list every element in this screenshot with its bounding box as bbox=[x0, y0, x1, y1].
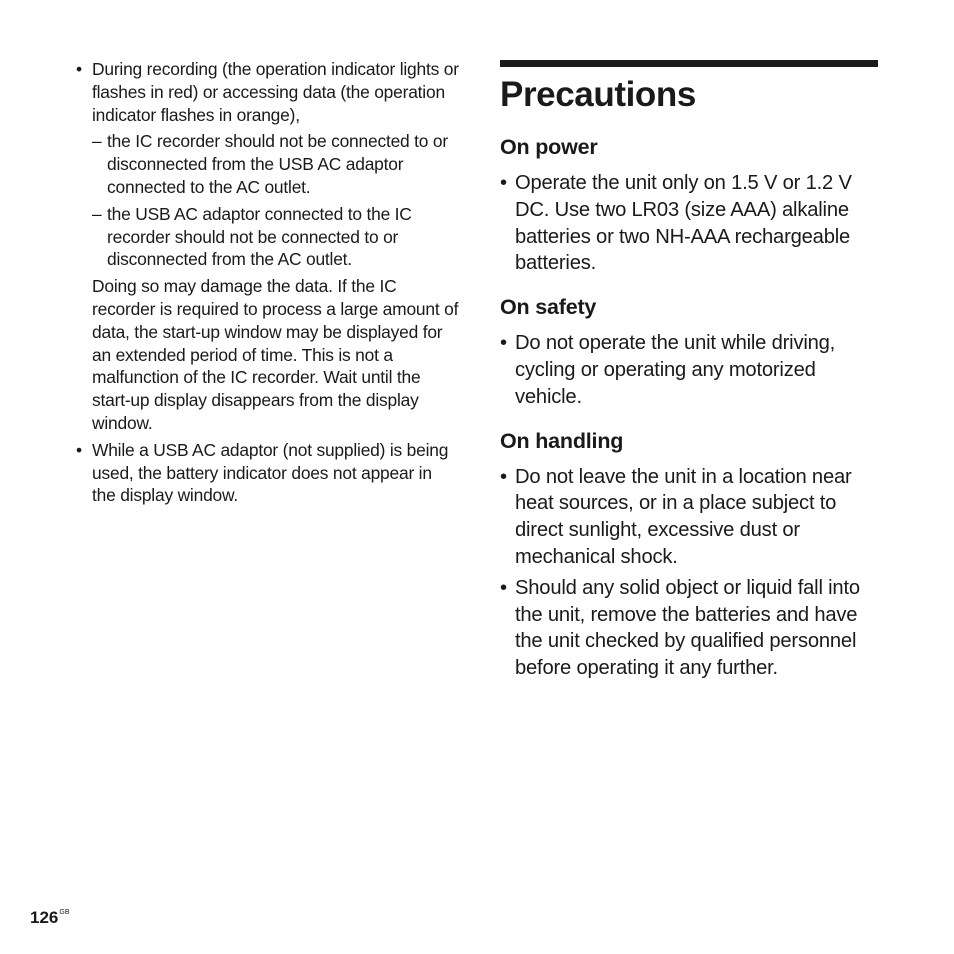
bullet-mark: • bbox=[76, 59, 82, 79]
note-paragraph: Doing so may damage the data. If the IC recorder is required to process a large amount of data, the start-up window may be displayed for an extended period of time. This is not a malfunction of the IC recorder. Wait until the start-up display disappears from the display window. bbox=[92, 276, 459, 433]
dash-mark: – bbox=[92, 131, 102, 152]
list-item bbox=[500, 170, 878, 277]
list-item-text: During recording (the operation indicator lights or flashes in red) or accessing data (the operation indicator flashes in orange), bbox=[92, 59, 459, 125]
dash-item bbox=[76, 130, 460, 198]
list-item bbox=[76, 58, 460, 126]
list-item bbox=[500, 330, 878, 410]
list-item-text: Should any solid object or liquid fall into the unit, remove the batteries and have the unit checked by qualified personnel before operating it any further. bbox=[515, 576, 860, 680]
list-item bbox=[76, 439, 460, 507]
list-item bbox=[500, 464, 878, 571]
page-title: Precautions bbox=[500, 75, 696, 114]
dash-mark: – bbox=[92, 203, 102, 224]
list-item bbox=[500, 575, 878, 682]
bullet-mark: • bbox=[500, 332, 507, 355]
title-rule bbox=[500, 60, 878, 67]
page-number-value: 126 bbox=[30, 908, 59, 927]
list-item-text: Do not leave the unit in a location near heat sources, or in a place subject to direct sunlight, excessive dust or mechanical shock. bbox=[515, 465, 852, 568]
right-column bbox=[500, 60, 878, 682]
list-item-text: Do not operate the unit while driving, cycling or operating any motorized vehicle. bbox=[515, 332, 836, 408]
dash-item-text: the USB AC adaptor connected to the IC recorder should not be connected to or disconnected from the AC outlet. bbox=[107, 203, 412, 270]
section-heading-power: On power bbox=[500, 135, 598, 159]
list-item-text: While a USB AC adaptor (not supplied) is being used, the battery indicator does not appear in the display window. bbox=[92, 439, 449, 506]
page-region-label: GB bbox=[59, 909, 70, 916]
dash-item bbox=[76, 203, 460, 271]
bullet-mark: • bbox=[500, 465, 507, 488]
section-heading-safety: On safety bbox=[500, 295, 597, 320]
list-item-text: Operate the unit only on 1.5 V or 1.2 V DC. Use two LR03 (size AAA) alkaline batteries or two NH-AAA rechargeable batteries. bbox=[515, 172, 852, 275]
section-heading-handling: On handling bbox=[500, 428, 624, 453]
dash-item-text: the IC recorder should not be connected to or disconnected from the USB AC adaptor connected to the AC outlet. bbox=[107, 131, 448, 197]
bullet-mark: • bbox=[76, 439, 82, 460]
bullet-mark: • bbox=[500, 172, 507, 194]
dash-list bbox=[76, 130, 460, 271]
left-column bbox=[76, 58, 460, 507]
page-number bbox=[30, 908, 70, 928]
bullet-mark: • bbox=[500, 576, 507, 599]
